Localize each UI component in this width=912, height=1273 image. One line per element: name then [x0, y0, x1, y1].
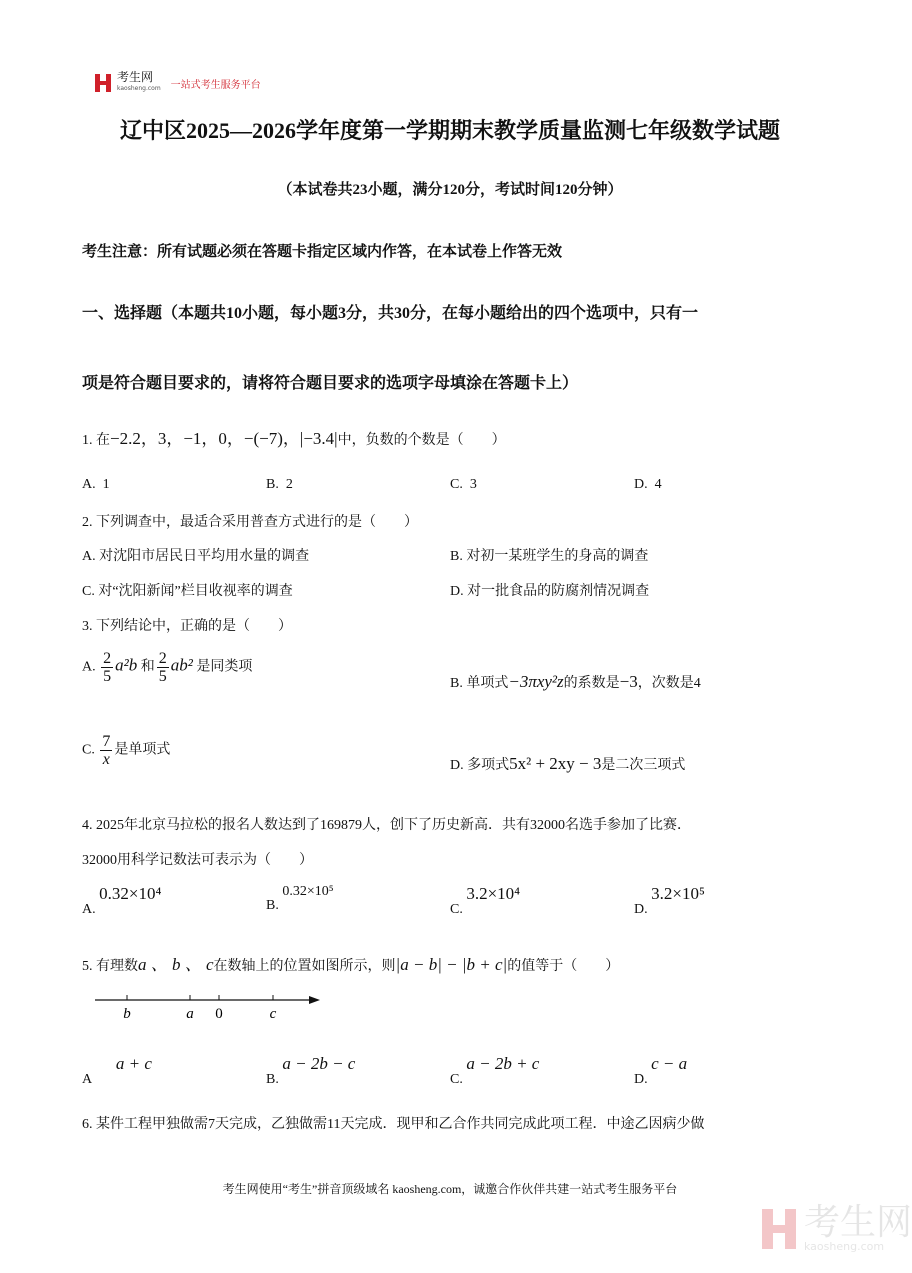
q1-option-a: A. 1: [82, 477, 110, 492]
number-line-figure: [95, 990, 325, 1030]
axis-label-zero: 0: [215, 1006, 223, 1022]
q2-option-a: A. 对沈阳市居民日平均用水量的调查: [82, 549, 310, 564]
question-1: 1. 在−2.2，3，−1，0，−(−7)，|−3.4|中，负数的个数是（ ）: [82, 429, 506, 448]
q4-option-c: C. 3.2×10⁴: [450, 884, 521, 917]
page-title: 辽中区2025—2026学年度第一学期期末教学质量监测七年级数学试题: [119, 118, 780, 143]
q4-option-b: B. 0.32×10⁵: [266, 884, 334, 913]
question-4-line2: 32000用科学记数法可表示为（ ）: [82, 853, 313, 868]
q2-option-d: D. 对一批食品的防腐剂情况调查: [450, 584, 650, 599]
q1-option-c: C. 3: [450, 477, 477, 492]
logo-domain: kaosheng.com: [117, 85, 161, 92]
q3-option-b: B. 单项式−3πxy²z的系数是−3，次数是4: [450, 672, 701, 691]
q5-option-a: A a + c: [82, 1054, 152, 1087]
q5-option-c: C. a − 2b + c: [450, 1054, 540, 1087]
axis-label-c: c: [269, 1006, 277, 1022]
q4-option-a: A. 0.32×10⁴: [82, 884, 162, 917]
section-heading-line2: 项是符合题目要求的，请将符合题目要求的选项字母填涂在答题卡上）: [82, 375, 579, 392]
q3-option-d: D. 多项式5x² + 2xy − 3是二次三项式: [450, 754, 686, 773]
question-4-line1: 4. 2025年北京马拉松的报名人数达到了169879人，创下了历史新高．共有32000名选手参加了比赛．: [82, 818, 691, 833]
question-2: 2. 下列调查中，最适合采用普查方式进行的是（ ）: [82, 515, 418, 530]
axis-label-b: b: [123, 1006, 131, 1022]
watermark-domain: kaosheng.com: [804, 1240, 885, 1253]
logo-name: 考生网: [117, 70, 154, 84]
q1-option-d: D. 4: [634, 477, 662, 492]
logo-icon: [95, 74, 111, 92]
q3-option-c: C. $\frac{7}{x}$ 是单项式: [82, 733, 171, 768]
exam-info: （本试卷共23小题，满分120分，考试时间120分钟）: [277, 182, 623, 198]
site-logo: [95, 72, 261, 94]
page-footer: 考生网使用“考生”拼音顶级域名 kaosheng.com，诚邀合作伙伴共建一站式考生服务平台: [222, 1182, 678, 1196]
section-heading-line1: 一、选择题（本题共10小题，每小题3分，共30分，在每小题给出的四个选项中，只有一: [82, 305, 699, 322]
logo-slogan: 一站式考生服务平台: [170, 79, 261, 91]
watermark-name: 考生网: [804, 1202, 912, 1243]
question-5: 5. 有理数a 、 b 、 c在数轴上的位置如图所示，则|a − b| − |b + c|的值等于（ ）: [82, 955, 620, 974]
q2-option-c: C. 对“沈阳新闻”栏目收视率的调查: [82, 584, 293, 599]
q2-option-b: B. 对初一某班学生的身高的调查: [450, 549, 649, 564]
watermark-logo: [762, 1202, 912, 1253]
axis-label-a: a: [186, 1006, 194, 1022]
axis-arrow-icon: [309, 996, 320, 1004]
q1-math: −2.2，3，−1，0，−(−7)，|−3.4|: [110, 429, 338, 448]
question-3: 3. 下列结论中，正确的是（ ）: [82, 619, 292, 634]
q1-option-b: B. 2: [266, 477, 293, 492]
question-6: 6. 某件工程甲独做需7天完成，乙独做需11天完成．现甲和乙合作共同完成此项工程．中途乙因病少做: [82, 1117, 705, 1132]
q3-option-a: A. $\frac{2}{5}$ a²b 和 $\frac{2}{5}$ ab² 是同类项: [82, 650, 253, 685]
q5-option-b: B. a − 2b − c: [266, 1054, 356, 1087]
watermark-icon: [762, 1209, 796, 1249]
notice: 考生注意：所有试题必须在答题卡指定区域内作答，在本试卷上作答无效: [82, 244, 563, 260]
q5-option-d: D. c − a: [634, 1054, 688, 1087]
q4-option-d: D. 3.2×10⁵: [634, 884, 705, 917]
